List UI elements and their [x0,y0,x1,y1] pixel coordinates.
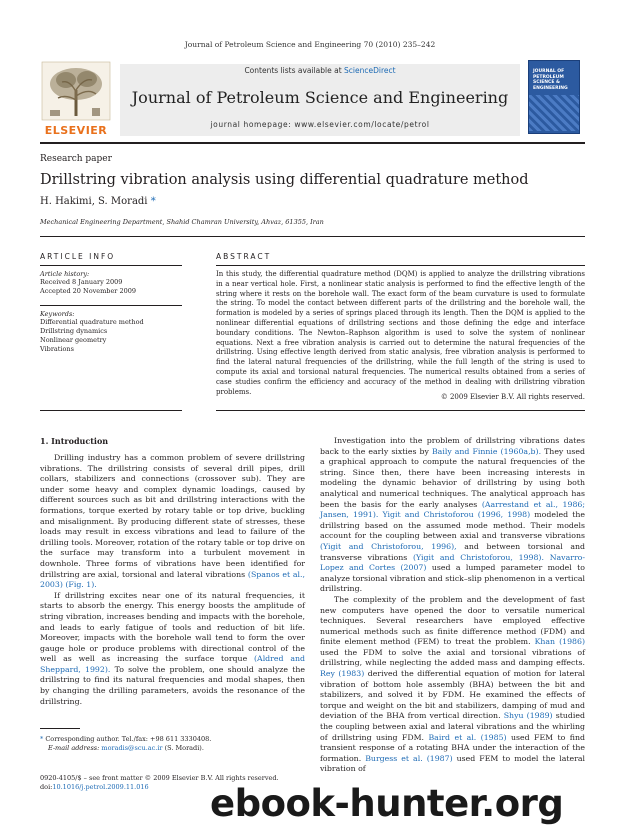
journal-masthead [40,60,585,140]
citation-link[interactable]: Baird et al. (1985) [428,732,507,742]
journal-title: Journal of Petroleum Science and Engineering [131,88,509,107]
citation-link[interactable]: Baily and Finnie (1960a,b). [431,446,542,456]
body-column-left [40,453,305,707]
text-run: If drillstring excites near one of its natural frequencies, it starts to absorb the energy. This energy boosts the amplitude of string vibration, increases bending and impacts with the borehole, and leads to early fatigue of tools and reduction of bit life. Moreover, impacts with the borehole wall tend to form the over gauge hole or produce problems with directional control of the well as well as increasing the surface torque [40,590,305,664]
keyword: Drillstring dynamics [40,327,108,335]
abstract-copyright: © 2009 Elsevier B.V. All rights reserved. [440,393,585,401]
citation-link[interactable]: (Aldred and Sheppard, 1992). [40,654,305,674]
authors: H. Hakimi, S. Moradi [40,196,148,207]
keyword: Vibrations [40,345,74,353]
citation-link[interactable]: (Yigit and Christoforou, 1996), [320,541,457,551]
text-run: Investigation into the problem of drillstring vibrations dates back to the early sixties by [320,436,585,456]
abstract-bottom-rule [216,410,585,411]
title-rule [40,236,585,237]
paragraph [320,436,585,595]
journal-cover-thumbnail [528,60,580,134]
cover-pattern [529,95,579,131]
contents-prefix: Contents lists available at [244,66,345,75]
text-run: used the FDM to solve the axial and torsional vibrations of drillstring, while neglecting the added mass and damping effects. [320,647,585,668]
received-date: Received 8 January 2009 [40,278,123,286]
email-link[interactable]: moradis@scu.ac.ir [101,744,163,752]
citation-link[interactable]: (Aarrestand et al., 1986; Jansen, 1991). [320,499,585,520]
text-run: To solve the problem, one should analyze the drillstring to find its natural frequencies and modal shapes, then by changing the drilling parameters, avoids the resonance of the drillstring. [40,664,305,706]
text-run: They used a graphical approach to compute the natural frequencies of the string. Since then, there have been increasing interests in modeling the dynamic behavior of drillstring by using both analytical and numerical techniques. The analytical approach has been the basis for the early analyses [320,446,585,509]
citation-link[interactable]: (Yigit and Christoforou, 1998). [412,552,544,562]
citation-link[interactable]: Yigit and Christoforou (1996, 1998) [382,510,531,520]
keyword: Nonlinear geometry [40,336,107,344]
text-run: Drilling industry has a common problem of severe drillstring vibrations. The drillstring consists of several drill pipes, drill collars, stabilizers and connections (crossover sub). They are under some heavy and complex dynamic loadings, caused by different sources such as bit and drillstring interactions with the formations, torque exerted by rotary table or top drive, buckling and misalignment. By producing different state of stresses, these loads may result in excess vibrations and lead to failure of the drilling tools. Moreover, rotation of the rotary table or top drive on the surface may transform into a turbulent movement in downhole. Three forms of vibrations have been identified for drillstring are axial, torsional and lateral vibrations [40,453,305,579]
citation-link[interactable]: Burgess et al. (1987) [365,753,453,763]
accepted-date: Accepted 20 November 2009 [40,287,137,295]
watermark: ebook-hunter.org [210,782,564,825]
text-run: used FEM to model the lateral vibration of [320,753,585,774]
cover-title: JOURNAL OF PETROLEUM SCIENCE & ENGINEERING [533,69,568,91]
keywords-rule [40,305,182,306]
sciencedirect-link[interactable]: ScienceDirect [344,66,396,75]
article-title: Drillstring vibration analysis using differential quadrature method [40,172,529,188]
citation-link[interactable]: Khan (1986) [534,637,585,647]
abstract-heading: ABSTRACT [216,252,272,261]
text-run: and between torsional and transverse vibrations [320,541,585,562]
figure-link[interactable]: (Fig. 1). [65,580,97,590]
issn-line: 0920-4105/$ – see front matter © 2009 Elsevier B.V. All rights reserved. [40,774,279,782]
citation-link[interactable]: Rey (1983) [320,669,365,679]
section-heading-introduction: 1. Introduction [40,436,109,446]
keyword: Differential quadrature method [40,318,144,326]
running-head: Journal of Petroleum Science and Engineering 70 (2010) 235–242 [184,40,436,49]
paragraph [40,591,305,708]
footnote-rule [40,728,80,729]
article-info-rule [40,265,182,266]
footnote-line [40,735,211,744]
publisher-name: ELSEVIER [44,124,108,137]
citation-link[interactable]: Navarro-Lopez and Cortes (2007) [320,552,585,573]
text-run: modeled the drillstring based on the assumed mode method. Their models account for the coupling between axial and transverse vibrations [320,510,585,541]
citation-link[interactable]: (Spanos et al., 2003) [40,569,305,590]
body-column-right [320,436,585,775]
citation-link[interactable]: Shyu (1989) [503,711,553,721]
paragraph [320,595,585,775]
footnote-text: (S. Moradi). [162,744,204,752]
abstract-rule [216,265,585,266]
corresponding-author-footnote [40,735,211,753]
doi-label: doi: [40,783,53,791]
keywords-block [40,310,190,354]
text-run: used a lumped parameter model to analyze torsional vibration and stick–slip phenomenon in a vertical drillstring. [320,563,585,594]
text-run: The complexity of the problem and the development of fast new computers have opened the door to versatile numerical techniques. Several researchers have employed effective numerical methods such as finite difference method (FDM) and finite element method (FEM) to treat the problem. [320,594,585,647]
text-run: studied the coupling between axial and lateral vibrations and the whirling of drillstring using FDM. [320,711,585,742]
journal-homepage[interactable]: journal homepage: www.elsevier.com/locate/petrol [210,120,430,129]
footnote-star: * [40,735,44,743]
paragraph [40,453,305,591]
text-run: derived the differential equation of motion for lateral vibration of bottom hole assembly (BHA) between the bit and stabilizers, and solved it by FDM. He examined the effects of torque and weight on the bit and stabilizers, damping of mud and deviation of the BHA from vertical direction. [320,669,585,721]
contents-line [120,66,520,75]
corresponding-author-mark[interactable]: * [150,196,156,207]
text-run: used FEM to find transient response of a rotating BHA under the interaction of the formation. [320,732,585,763]
footnote-line [40,744,211,753]
affiliation: Mechanical Engineering Department, Shahid Chamran University, Ahvaz, 61355, Iran [40,218,324,226]
masthead-rule [40,142,585,144]
article-info-heading: ARTICLE INFO [40,252,116,261]
footnote-contact: Corresponding author. Tel./fax: +98 611 3330408. [43,735,212,743]
email-label: E-mail address: [48,744,102,752]
article-history [40,270,190,296]
article-info-bottom-rule [40,410,182,411]
keywords-label: Keywords: [40,310,75,318]
article-type: Research paper [40,154,112,164]
author-list [40,196,156,207]
doi-link[interactable]: 10.1016/j.petrol.2009.11.016 [52,783,149,791]
abstract-text: In this study, the differential quadrature method (DQM) is applied to analyze the drillstring vibrations in a near vertical hole. First, a nonlinear static analysis is performed to find the effective length of the string where it rests on the borehole wall. The exact form of the beam curvature is used to formulate the string. To model the contact between different parts of the drillstring and the borehole wall, the formation is modeled by a series of springs placed through its length. Then the DQM is applied to the nonlinear differential equations of drillstring sections and those defining the edge and interface boundary conditions. The Newton–Raphson algorithm is used to solve the system of nonlinear equations. Next a free vibration analysis is carried out to determine the natural frequencies of the drillstring. Using effective length derived from static analysis, free vibration analysis is performed to find the lateral natural frequencies of the drillstring, while the full length of the string is used to compute its axial and torsional natural frequencies. The numerical results obtained from a series of case studies confirm the efficiency and accuracy of the method in dealing with drillstring vibration problems. [216,270,585,396]
history-label: Article history: [40,270,90,278]
